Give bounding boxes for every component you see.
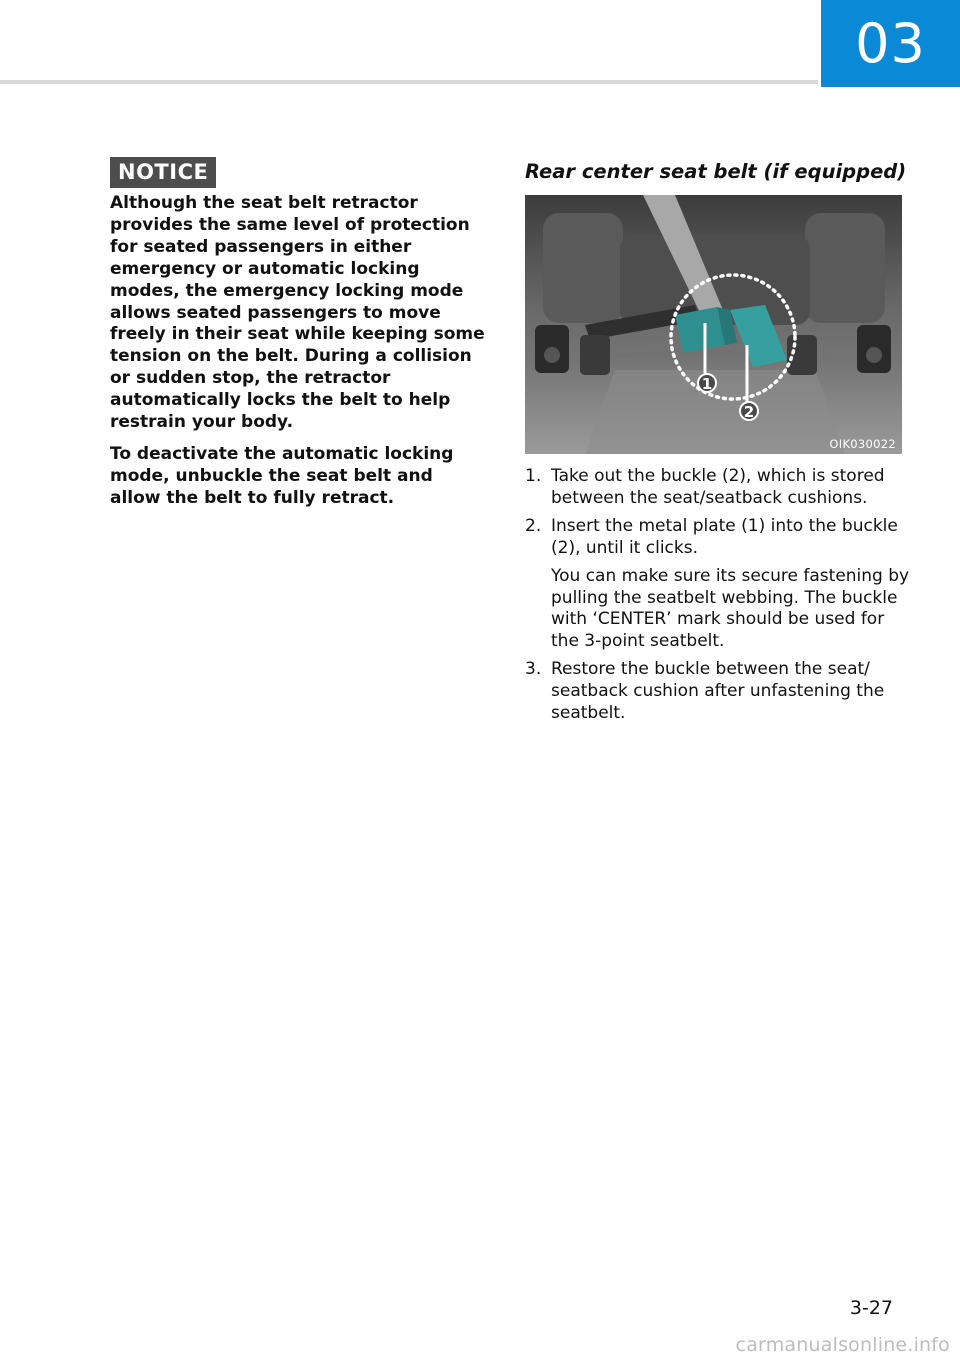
step-note: You can make sure its secure fastening by pulling the seatbelt webbing. The buckle with ‘CENTER’ mark should be used for the 3-point seatbelt.: [551, 565, 910, 652]
figure-code: OIK030022: [829, 437, 896, 451]
latch-right: [787, 335, 817, 375]
notice-badge: NOTICE: [110, 157, 216, 188]
seat-belt-illustration: [525, 195, 902, 454]
chapter-number: 03: [855, 12, 926, 75]
step-item: [525, 466, 910, 510]
step-number: 2.: [525, 515, 542, 536]
page-number: 3-27: [849, 1297, 893, 1319]
buckle-left-button: [544, 347, 560, 363]
notice-paragraph-2: To deactivate the automatic locking mode, unbuckle the seat belt and allow the belt to fully retract.: [110, 443, 454, 508]
step-number: 1.: [525, 466, 542, 486]
notice-body: [110, 193, 485, 520]
seatback-left: [543, 213, 623, 323]
latch-left: [580, 335, 610, 375]
step-item: [525, 659, 910, 725]
step-text: Take out the buckle (2), which is stored between the seat/seatback cushions.: [551, 466, 885, 508]
step-text: Insert the metal plate (1) into the buckle (2), until it clicks.: [551, 515, 898, 558]
step-number: 3.: [525, 659, 542, 680]
section-title: Rear center seat belt (if equipped): [525, 160, 907, 183]
header-rule: [0, 80, 818, 84]
buckle-right-button: [866, 347, 882, 363]
watermark: carmanualsonline.info: [735, 1334, 950, 1356]
metal-plate: [675, 307, 725, 353]
chapter-tab: [821, 0, 960, 87]
step-text: Restore the buckle between the seat/ seatback cushion after unfastening the seatbelt.: [551, 659, 885, 724]
notice-paragraph-1: Although the seat belt retractor provides the same level of protection for seated passengers in either emergency or automatic locking modes, the emergency locking mode allows seated passengers to move freely in their seat while keeping some tension on the belt. During a collision or sudden stop, the retractor automatically locks the belt to help restrain your body.: [110, 193, 485, 433]
callout-1: 1: [701, 375, 713, 393]
seatback-right: [805, 213, 885, 323]
seat-belt-figure: [525, 195, 902, 454]
step-item: [525, 516, 910, 653]
callout-2: 2: [743, 403, 755, 421]
instruction-steps: [525, 466, 910, 731]
